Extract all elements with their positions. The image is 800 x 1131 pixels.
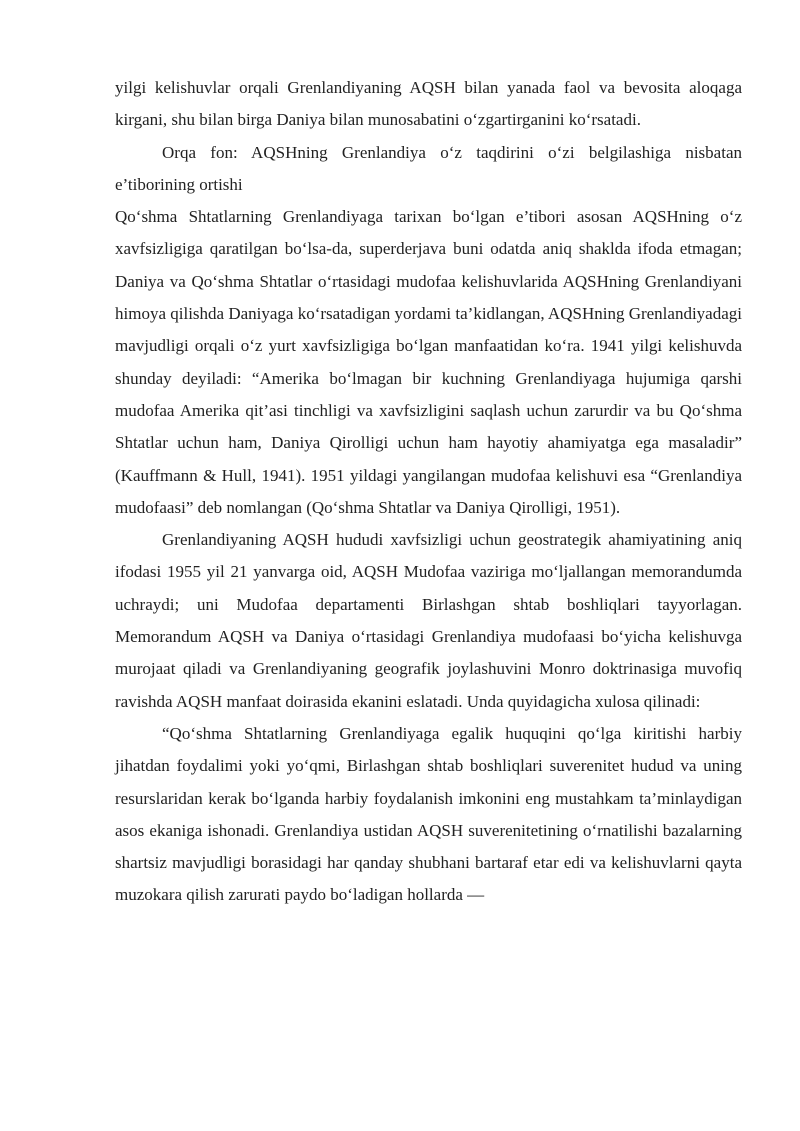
- paragraph-background-heading: Orqa fon: AQSHning Grenlandiya o‘z taqdirini o‘zi belgilashiga nisbatan e’tiborining ortishi: [115, 142, 742, 194]
- paragraph-memorandum: Grenlandiyaning AQSH hududi xavfsizligi uchun geostrategik ahamiyatining aniq ifodasi 1955 yil 21 yanvarga oid, AQSH Mudofaa vaziriga mo‘ljallangan memorandumda uchraydi; uni Mudofaa departamenti Birlashgan shtab boshliqlari tayyorlagan. Memorandum AQSH va Daniya o‘rtasidagi Grenlandiya mudofaasi bo‘yicha kelishuvga murojaat qiladi va Grenlandiyaning geografik joylashuvini Monro doktrinasiga muvofiq ravishda AQSH manfaat doirasida ekanini eslatadi. Unda quyidagicha xulosa qilinadi:: [115, 530, 742, 711]
- paragraph-intro: yilgi kelishuvlar orqali Grenlandiyaning AQSH bilan yanada faol va bevosita aloqaga kirgani, shu bilan birga Daniya bilan munosabatini o‘zgartirganini ko‘rsatadi.: [115, 78, 742, 130]
- paragraph-quote: “Qo‘shma Shtatlarning Grenlandiyaga egalik huquqini qo‘lga kiritishi harbiy jihatdan foydalimi yoki yo‘qmi, Birlashgan shtab boshliqlari suverenitet hudud va uning resurslaridan kerak bo‘lganda harbiy foydalanish imkonini eng mustahkam ta’minlaydigan asos ekaniga ishonadi. Grenlandiya ustidan AQSH suverenitetining o‘rnatilishi bazalarning shartsiz mavjudligi borasidagi har qanday shubhani bartaraf etar edi va kelishuvlarni qayta muzokara qilish zarurati paydo bo‘ladigan hollarda —: [115, 723, 742, 905]
- paragraph-us-interest: Qo‘shma Shtatlarning Grenlandiyaga tarixan bo‘lgan e’tibori asosan AQSHning o‘z xavfsizligiga qaratilgan bo‘lsa-da, superderjava buni odatda aniq shaklda ifoda etmagan; Daniya va Qo‘shma Shtatlar o‘rtasidagi mudofaa kelishuvlarida AQSHning Grenlandiyani himoya qilishda Daniyaga ko‘rsatadigan yordami ta’kidlangan, AQSHning Grenlandiyadagi mavjudligi orqali o‘z yurt xavfsizligiga bo‘lgan manfaatidan ko‘ra. 1941 yilgi kelishuvda shunday deyiladi: “Amerika bo‘lmagan bir kuchning Grenlandiyaga hujumiga qarshi mudofaa Amerika qit’asi tinchligi va xavfsizligini saqlash uchun zarurdir va bu Qo‘shma Shtatlar uchun ham, Daniya Qirolligi uchun ham hayotiy ahamiyatga ega masaladir” (Kauffmann & Hull, 1941). 1951 yildagi yangilangan mudofaa kelishuvi esa “Grenlandiya mudofaasi” deb nomlangan (Qo‘shma Shtatlar va Daniya Qirolligi, 1951).: [115, 207, 742, 517]
- document-page: [115, 72, 742, 912]
